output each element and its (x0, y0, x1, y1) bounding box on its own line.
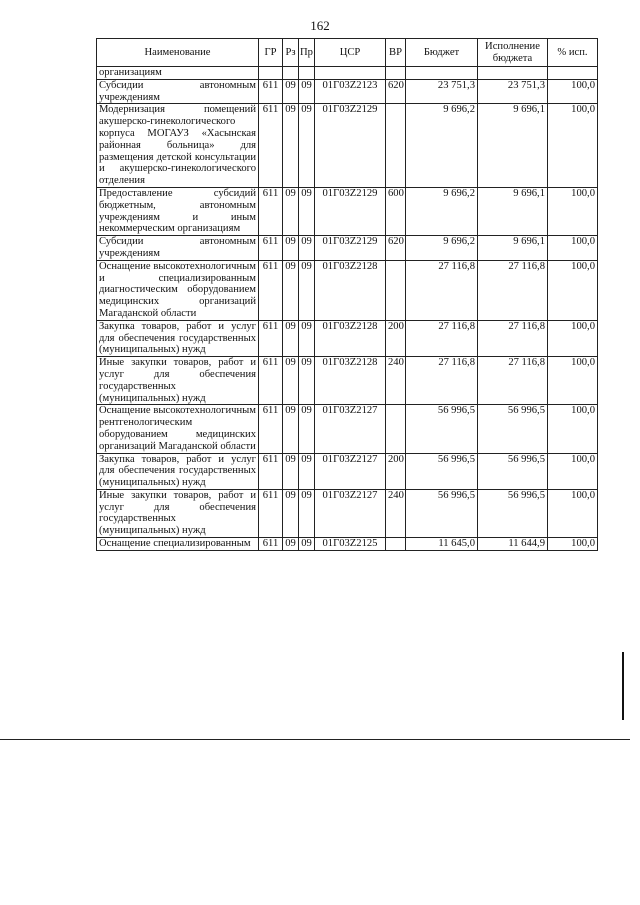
cell-csr: 01Г03Z2127 (315, 453, 386, 489)
cell-name: Оснащение высокотехнологичным рентгенологическим оборудованием медицинских организаций Магаданской области (97, 405, 259, 453)
cell-vr (386, 405, 406, 453)
cell-pr: 09 (299, 79, 315, 104)
cell-gr: 611 (259, 79, 283, 104)
cell-csr: 01Г03Z2123 (315, 79, 386, 104)
cell-rz: 09 (283, 405, 299, 453)
table-row (97, 187, 598, 235)
cell-csr (315, 67, 386, 80)
cell-rz: 09 (283, 320, 299, 356)
cell-gr: 611 (259, 187, 283, 235)
cell-name: Закупка товаров, работ и услуг для обеспечения государственных (муниципальных) нужд (97, 320, 259, 356)
cell-budget: 56 996,5 (406, 489, 478, 537)
cell-vr: 620 (386, 79, 406, 104)
header-rz: Рз (283, 39, 299, 67)
cell-rz: 09 (283, 79, 299, 104)
cell-name: организациям (97, 67, 259, 80)
cell-execution: 11 644,9 (478, 538, 548, 551)
cell-csr: 01Г03Z2127 (315, 489, 386, 537)
cell-name: Модернизация помещений акушерско-гинекологического корпуса МОГАУЗ «Хасынская районная больница» для размещения детской консультации и акушерско-гинекологического отделения (97, 104, 259, 188)
cell-budget: 9 696,2 (406, 236, 478, 261)
table-row (97, 453, 598, 489)
cell-rz: 09 (283, 538, 299, 551)
cell-execution: 27 116,8 (478, 320, 548, 356)
cell-pr: 09 (299, 405, 315, 453)
cell-pr (299, 67, 315, 80)
cell-gr: 611 (259, 538, 283, 551)
cell-name: Субсидии автономным учреждениям (97, 236, 259, 261)
header-execution: Исполнение бюджета (478, 39, 548, 67)
cell-vr: 200 (386, 320, 406, 356)
cell-pr: 09 (299, 357, 315, 405)
cell-execution: 56 996,5 (478, 453, 548, 489)
cell-pct: 100,0 (548, 489, 598, 537)
cell-gr: 611 (259, 320, 283, 356)
cell-csr: 01Г03Z2129 (315, 187, 386, 235)
cell-gr: 611 (259, 489, 283, 537)
cell-pct: 100,0 (548, 405, 598, 453)
cell-rz: 09 (283, 260, 299, 320)
table-row (97, 357, 598, 405)
cell-csr: 01Г03Z2127 (315, 405, 386, 453)
cell-execution: 56 996,5 (478, 405, 548, 453)
cell-pct: 100,0 (548, 357, 598, 405)
cell-execution: 23 751,3 (478, 79, 548, 104)
header-budget: Бюджет (406, 39, 478, 67)
cell-pct: 100,0 (548, 260, 598, 320)
table-row (97, 260, 598, 320)
cell-rz: 09 (283, 236, 299, 261)
cell-pr: 09 (299, 489, 315, 537)
cell-name: Закупка товаров, работ и услуг для обеспечения государственных (муниципальных) нужд (97, 453, 259, 489)
cell-budget: 27 116,8 (406, 320, 478, 356)
page-divider-line (0, 739, 630, 740)
table-row (97, 104, 598, 188)
cell-pr: 09 (299, 236, 315, 261)
cell-budget: 9 696,2 (406, 187, 478, 235)
cell-vr: 200 (386, 453, 406, 489)
cell-pr: 09 (299, 104, 315, 188)
cell-csr: 01Г03Z2125 (315, 538, 386, 551)
cell-pct: 100,0 (548, 236, 598, 261)
cell-vr (386, 104, 406, 188)
cell-csr: 01Г03Z2128 (315, 320, 386, 356)
cell-gr: 611 (259, 405, 283, 453)
cell-rz: 09 (283, 187, 299, 235)
cell-rz (283, 67, 299, 80)
table-row (97, 67, 598, 80)
header-pr: Пр (299, 39, 315, 67)
cell-gr (259, 67, 283, 80)
header-name: Наименование (97, 39, 259, 67)
cell-name: Предоставление субсидий бюджетным, автономным учреждениям и иным некоммерческим организациям (97, 187, 259, 235)
cell-budget: 56 996,5 (406, 453, 478, 489)
cell-gr: 611 (259, 104, 283, 188)
table-body (97, 67, 598, 551)
page-number: 162 (310, 18, 330, 33)
cell-budget: 9 696,2 (406, 104, 478, 188)
cell-gr: 611 (259, 357, 283, 405)
cell-vr (386, 260, 406, 320)
cell-gr: 611 (259, 453, 283, 489)
cell-execution (478, 67, 548, 80)
cell-execution: 9 696,1 (478, 236, 548, 261)
cell-rz: 09 (283, 453, 299, 489)
margin-mark (622, 652, 624, 720)
cell-pr: 09 (299, 260, 315, 320)
cell-pct: 100,0 (548, 187, 598, 235)
cell-budget: 56 996,5 (406, 405, 478, 453)
cell-budget: 27 116,8 (406, 260, 478, 320)
cell-budget: 27 116,8 (406, 357, 478, 405)
cell-name: Оснащение высокотехнологичным и специализированным диагностическим оборудованием медицинских организаций Магаданской области (97, 260, 259, 320)
cell-execution: 9 696,1 (478, 104, 548, 188)
cell-vr: 620 (386, 236, 406, 261)
cell-pr: 09 (299, 538, 315, 551)
cell-budget: 11 645,0 (406, 538, 478, 551)
cell-gr: 611 (259, 260, 283, 320)
cell-name: Иные закупки товаров, работ и услуг для обеспечения государственных (муниципальных) нужд (97, 489, 259, 537)
table-row (97, 489, 598, 537)
cell-pr: 09 (299, 187, 315, 235)
cell-budget: 23 751,3 (406, 79, 478, 104)
cell-pct: 100,0 (548, 320, 598, 356)
cell-name: Иные закупки товаров, работ и услуг для обеспечения государственных (муниципальных) нужд (97, 357, 259, 405)
cell-vr: 240 (386, 489, 406, 537)
table-row (97, 405, 598, 453)
cell-execution: 9 696,1 (478, 187, 548, 235)
cell-csr: 01Г03Z2129 (315, 104, 386, 188)
cell-name: Оснащение специализированным (97, 538, 259, 551)
cell-pct (548, 67, 598, 80)
table-header-row (97, 39, 598, 67)
cell-name: Субсидии автономным учреждениям (97, 79, 259, 104)
cell-pct: 100,0 (548, 79, 598, 104)
cell-csr: 01Г03Z2129 (315, 236, 386, 261)
cell-gr: 611 (259, 236, 283, 261)
cell-vr (386, 538, 406, 551)
cell-pr: 09 (299, 453, 315, 489)
cell-rz: 09 (283, 104, 299, 188)
table-row (97, 320, 598, 356)
cell-vr: 240 (386, 357, 406, 405)
cell-budget (406, 67, 478, 80)
cell-execution: 27 116,8 (478, 357, 548, 405)
cell-pct: 100,0 (548, 453, 598, 489)
header-vr: ВР (386, 39, 406, 67)
cell-csr: 01Г03Z2128 (315, 357, 386, 405)
cell-execution: 27 116,8 (478, 260, 548, 320)
cell-execution: 56 996,5 (478, 489, 548, 537)
table-row (97, 236, 598, 261)
cell-vr: 600 (386, 187, 406, 235)
table-row (97, 79, 598, 104)
cell-pr: 09 (299, 320, 315, 356)
table-row (97, 538, 598, 551)
header-gr: ГР (259, 39, 283, 67)
cell-rz: 09 (283, 489, 299, 537)
cell-rz: 09 (283, 357, 299, 405)
budget-table (96, 38, 598, 551)
cell-pct: 100,0 (548, 104, 598, 188)
cell-csr: 01Г03Z2128 (315, 260, 386, 320)
header-pct: % исп. (548, 39, 598, 67)
cell-vr (386, 67, 406, 80)
cell-pct: 100,0 (548, 538, 598, 551)
header-csr: ЦСР (315, 39, 386, 67)
